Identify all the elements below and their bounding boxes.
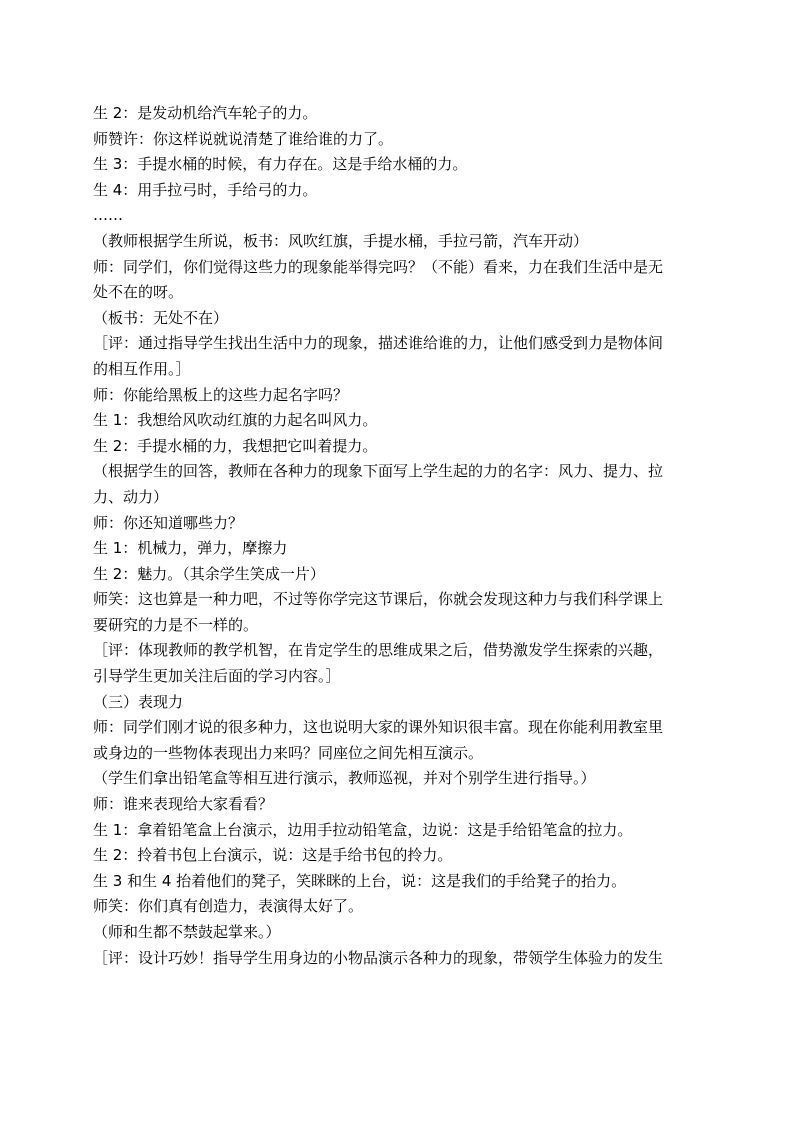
comment-line: 引导学生更加关注后面的学习内容。］ <box>93 667 341 686</box>
text-line: 生 1：机械力，弹力，摩擦力 <box>93 539 288 558</box>
text-line: 师：同学们，你们觉得这些力的现象能举得完吗？（不能）看来，力在我们生活中是无 <box>93 257 664 276</box>
text-line: 师笑：这也算是一种力吧，不过等你学完这节课后，你就会发现这种力与我们科学课上 <box>93 590 664 609</box>
text-line: 师：谁来表现给大家看看？ <box>93 795 274 814</box>
comment-line: 的相互作用。］ <box>93 359 191 378</box>
text-line: 师：你能给黑板上的这些力起名字吗？ <box>93 385 349 404</box>
document-body <box>93 101 713 971</box>
text-line: 生 2：是发动机给汽车轮子的力。 <box>93 104 318 122</box>
text-line: （板书：无处不在） <box>93 308 229 327</box>
section-heading: （三）表现力 <box>93 692 184 711</box>
text-line: 或身边的一些物体表现出力来吗？同座位之间先相互演示。 <box>93 743 484 762</box>
text-line: 生 3：手提水桶的时候，有力存在。这是手给水桶的力。 <box>93 155 468 174</box>
ellipsis-line: …… <box>93 206 123 225</box>
text-line: 师：同学们刚才说的很多种力，这也说明大家的课外知识很丰富。现在你能利用教室里 <box>93 718 664 737</box>
text-line: （师和生都不禁鼓起掌来。） <box>93 923 281 941</box>
text-line: 力、动力） <box>93 487 169 506</box>
text-line: 要研究的力是不一样的。 <box>93 615 259 634</box>
text-line: （学生们拿出铅笔盒等相互进行演示，教师巡视，并对个别学生进行指导。） <box>93 769 596 788</box>
text-line: 生 2：手提水桶的力，我想把它叫着提力。 <box>93 436 378 455</box>
text-line: （根据学生的回答，教师在各种力的现象下面写上学生起的力的名字：风力、提力、拉 <box>93 462 664 481</box>
comment-line: ［评：体现教师的教学机智，在肯定学生的思维成果之后，借势激发学生探索的兴趣， <box>93 641 664 660</box>
text-line: 生 3 和生 4 抬着他们的凳子，笑眯眯的上台，说：这是我们的手给凳子的抬力。 <box>93 871 627 890</box>
comment-line: ［评：通过指导学生找出生活中力的现象，描述谁给谁的力，让他们感受到力是物体间 <box>93 334 664 353</box>
text-line: 师笑：你们真有创造力，表演得太好了。 <box>93 897 364 916</box>
text-line: 生 4：用手拉弓时，手给弓的力。 <box>93 180 318 199</box>
text-line: 处不在的呀。 <box>93 283 184 302</box>
comment-line: ［评：设计巧妙！指导学生用身边的小物品演示各种力的现象，带领学生体验力的发生 <box>93 948 664 967</box>
text-line: 生 2：拎着书包上台演示，说：这是手给书包的拎力。 <box>93 846 453 865</box>
text-line: （教师根据学生所说，板书：风吹红旗，手提水桶，手拉弓箭，汽车开动） <box>93 231 589 250</box>
text-line: 生 2：魅力。（其余学生笑成一片） <box>93 564 325 583</box>
text-line: 师：你还知道哪些力？ <box>93 513 244 532</box>
text-line: 生 1：拿着铅笔盒上台演示，边用手拉动铅笔盒，边说：这是手给铅笔盒的拉力。 <box>93 820 633 839</box>
text-line: 师赞许：你这样说就说清楚了谁给谁的力了。 <box>93 129 394 148</box>
text-line: 生 1：我想给风吹动红旗的力起名叫风力。 <box>93 411 378 430</box>
